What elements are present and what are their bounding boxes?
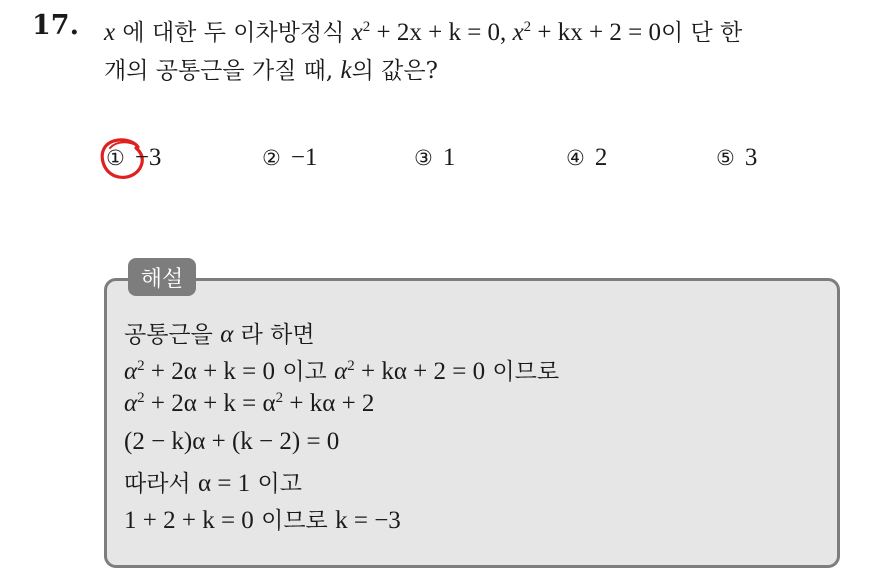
answer-choice-5[interactable] <box>716 144 757 172</box>
choice-value: 1 <box>442 144 456 171</box>
equation-2: $x^2$ + kx + 2 = 0 <box>512 19 661 46</box>
math-var-k: k <box>340 57 352 84</box>
choice-number: ③ <box>414 146 433 170</box>
choice-number: ④ <box>566 146 585 170</box>
math-var-x: x <box>104 19 116 46</box>
answer-choice-3[interactable] <box>414 144 455 172</box>
answer-choice-1[interactable] <box>106 144 161 172</box>
choice-value: −3 <box>134 144 162 171</box>
question-text-end: 의 값은? <box>351 58 438 84</box>
choice-value: 3 <box>744 144 758 171</box>
question-number: 17. <box>32 10 79 41</box>
equation-1: $x^2 + 2x + k = 0$, <box>351 19 513 46</box>
question-text: 개의 공통근을 가질 때, <box>104 58 341 84</box>
solution-line-6: 1 + 2 + k = 0 이므로 k = −3 <box>124 507 401 534</box>
answer-choice-2[interactable] <box>262 144 317 172</box>
question-line-2 <box>104 52 438 85</box>
solution-line-5: 따라서 α = 1 이고 <box>124 470 302 497</box>
solution-line-2: $\alpha^2 + 2\alpha + k = 0$ 이고 $\alpha^2 + k\alpha + 2 = 0$ 이므로 <box>124 358 560 385</box>
answer-choice-4[interactable] <box>566 144 607 172</box>
choice-number: ① <box>106 146 125 170</box>
solution-label: 해설 <box>128 258 196 296</box>
choice-number: ⑤ <box>716 146 735 170</box>
question-line-1 <box>104 14 742 47</box>
question-text: 에 대한 두 이차방정식 <box>115 20 352 46</box>
choice-value: 2 <box>594 144 608 171</box>
solution-line-3: $\alpha^2 + 2\alpha + k = \alpha^2 + k\alpha + 2$ <box>124 390 375 417</box>
choice-number: ② <box>262 146 281 170</box>
solution-line-4: (2 − k)α + (k − 2) = 0 <box>124 428 340 455</box>
choice-value: −1 <box>290 144 318 171</box>
solution-line-1: 공통근을 α 라 하면 <box>124 321 315 348</box>
question-text-end: 이 단 한 <box>660 20 743 46</box>
